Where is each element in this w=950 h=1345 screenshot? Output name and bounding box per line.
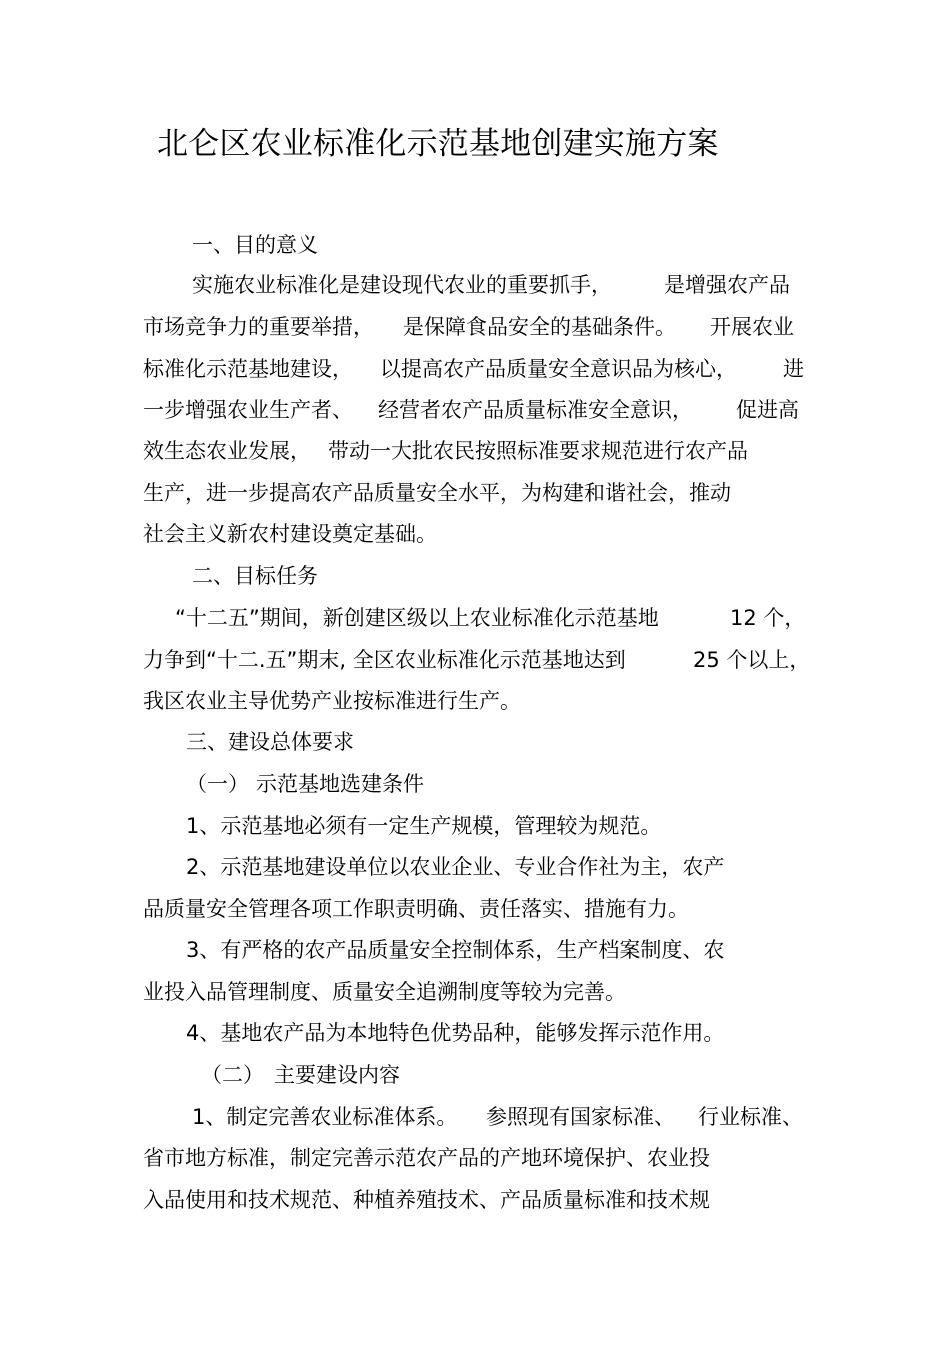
text-line xyxy=(0,977,950,1007)
text-line xyxy=(0,1018,950,1048)
text-line xyxy=(0,811,950,841)
text-segment: 社会主义新农村建设奠定基础。 xyxy=(143,522,437,546)
text-line xyxy=(0,894,950,924)
text-segment: 25 个以上， xyxy=(693,648,811,672)
text-segment: 实施农业标准化是建设现代农业的重要抓手， xyxy=(192,273,612,297)
text-segment: 主要建设内容 xyxy=(274,1063,400,1087)
text-line xyxy=(0,478,950,508)
text-line xyxy=(0,603,950,633)
text-line xyxy=(0,1102,950,1132)
text-segment: 效生态农业发展， xyxy=(143,439,311,463)
text-line xyxy=(0,230,950,260)
text-segment: 以提高农产品质量安全意识品为核心， xyxy=(380,357,737,381)
text-segment: 经营者农产品质量标准安全意识， xyxy=(378,398,693,422)
text-segment: “十二五”期间，新创建区级以上农业标准化示范基地 xyxy=(175,606,659,630)
text-segment: 标准化示范基地建设， xyxy=(143,357,353,381)
text-segment: （一） xyxy=(186,772,249,796)
text-line xyxy=(0,312,950,342)
text-line xyxy=(0,1185,950,1215)
text-segment: 一、目的意义 xyxy=(192,233,318,257)
text-segment: 入品使用和技术规范、种植养殖技术、产品质量标准和技术规 xyxy=(143,1188,710,1212)
text-line xyxy=(0,519,950,549)
text-segment: 1、制定完善农业标准体系。 xyxy=(192,1105,458,1129)
text-line xyxy=(0,852,950,882)
text-line xyxy=(0,270,950,300)
text-segment: 品质量安全管理各项工作职责明确、责任落实、措施有力。 xyxy=(143,897,689,921)
text-segment: 3、有严格的农产品质量安全控制体系，生产档案制度、农 xyxy=(186,938,725,962)
text-segment: 带动一大批农民按照标准要求规范进行农产品 xyxy=(328,439,748,463)
text-line xyxy=(0,769,950,799)
text-segment: （二） xyxy=(201,1063,264,1087)
text-line xyxy=(0,935,950,965)
text-line xyxy=(0,354,950,384)
text-segment: 示范基地选建条件 xyxy=(256,772,424,796)
text-segment: 是增强农产品 xyxy=(664,273,790,297)
text-segment: 业投入品管理制度、质量安全追溯制度等较为完善。 xyxy=(143,980,626,1004)
text-segment: 参照现有国家标准、 xyxy=(486,1105,675,1129)
text-line xyxy=(0,727,950,757)
text-segment: 促进高 xyxy=(736,398,799,422)
text-segment: 我区农业主导优势产业按标准进行生产。 xyxy=(143,689,521,713)
document-title: 北仑区农业标准化示范基地创建实施方案 xyxy=(157,126,719,162)
text-line xyxy=(0,1060,950,1090)
text-segment: 市场竞争力的重要举措， xyxy=(143,315,374,339)
text-segment: 行业标准、 xyxy=(698,1105,803,1129)
text-segment: 进 xyxy=(783,357,804,381)
text-segment: 二、目标任务 xyxy=(192,564,318,588)
text-segment: 省市地方标准，制定完善示范农产品的产地环境保护、农业投 xyxy=(143,1146,710,1170)
text-segment: 12 个， xyxy=(730,606,806,630)
text-segment: 1、示范基地必须有一定生产规模，管理较为规范。 xyxy=(186,814,662,838)
text-segment: 生产，进一步提高农产品质量安全水平，为构建和谐社会，推动 xyxy=(143,481,731,505)
text-segment: 4、基地农产品为本地特色优势品种，能够发挥示范作用。 xyxy=(186,1021,725,1045)
text-line xyxy=(0,645,950,675)
text-segment: 是保障食品安全的基础条件。 xyxy=(403,315,676,339)
text-segment: 三、建设总体要求 xyxy=(186,730,354,754)
text-segment: 力争到“十二.五”期末, 全区农业标准化示范基地达到 xyxy=(143,648,626,672)
text-line xyxy=(0,561,950,591)
text-line xyxy=(0,686,950,716)
text-segment: 一步增强农业生产者、 xyxy=(143,398,353,422)
text-line xyxy=(0,436,950,466)
text-segment: 开展农业 xyxy=(710,315,794,339)
text-line xyxy=(0,395,950,425)
text-line xyxy=(0,1143,950,1173)
text-segment: 2、示范基地建设单位以农业企业、专业合作社为主，农产 xyxy=(186,855,725,879)
